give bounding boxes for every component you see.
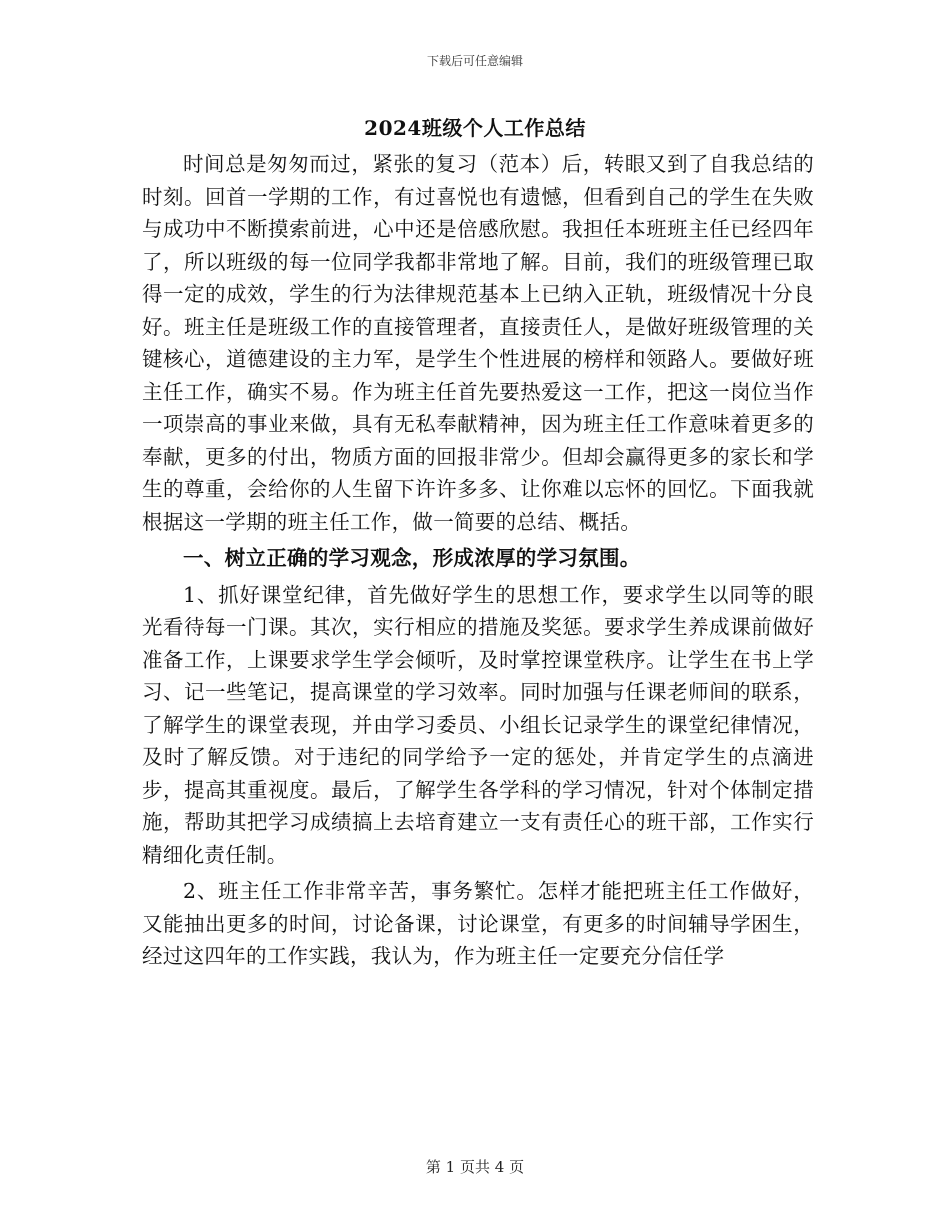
document-body [142, 148, 814, 973]
page-number: 第 1 页共 4 页 [425, 1158, 525, 1176]
header-note: 下载后可任意编辑 [426, 54, 523, 68]
section-heading-1: 一、树立正确的学习观念，形成浓厚的学习氛围。 [183, 546, 641, 570]
item-paragraph-2: 2、班主任工作非常辛苦，事务繁忙。怎样才能把班主任工作做好，又能抽出更多的时间，讨论备课，讨论课堂，有更多的时间辅导学困生，经过这四年的工作实践，我认为，作为班主任一定要充分信任学 [142, 879, 814, 968]
item-paragraph-1: 1、抓好课堂纪律，首先做好学生的思想工作，要求学生以同等的眼光看待每一门课。其次，实行相应的措施及奖惩。要求学生养成课前做好准备工作，上课要求学生学会倾听，及时掌控课堂秩序。让学生在书上学习、记一些笔记，提高课堂的学习效率。同时加强与任课老师间的联系，了解学生的课堂表现，并由学习委员、小组长记录学生的课堂纪律情况，及时了解反馈。对于违纪的同学给予一定的惩处，并肯定学生的点滴进步，提高其重视度。最后，了解学生各学科的学习情况，针对个体制定措施，帮助其把学习成绩搞上去培育建立一支有责任心的班干部，工作实行精细化责任制。 [142, 582, 814, 867]
intro-paragraph: 时间总是匆匆而过，紧张的复习（范本）后，转眼又到了自我总结的时刻。回首一学期的工作，有过喜悦也有遗憾，但看到自己的学生在失败与成功中不断摸索前进，心中还是倍感欣慰。我担任本班班主任已经四年了，所以班级的每一位同学我都非常地了解。目前，我们的班级管理已取得一定的成效，学生的行为法律规范基本上已纳入正轨，班级情况十分良好。班主任是班级工作的直接管理者，直接责任人，是做好班级管理的关键核心，道德建设的主力军，是学生个性进展的榜样和领路人。要做好班主任工作，确实不易。作为班主任首先要热爱这一工作，把这一岗位当作一项崇高的事业来做，具有无私奉献精神，因为班主任工作意味着更多的奉献，更多的付出，物质方面的回报非常少。但却会赢得更多的家长和学生的尊重，会给你的人生留下许许多多、让你难以忘怀的回忆。下面我就根据这一学期的班主任工作，做一简要的总结、概括。 [142, 152, 814, 534]
document-title: 2024班级个人工作总结 [364, 116, 586, 140]
